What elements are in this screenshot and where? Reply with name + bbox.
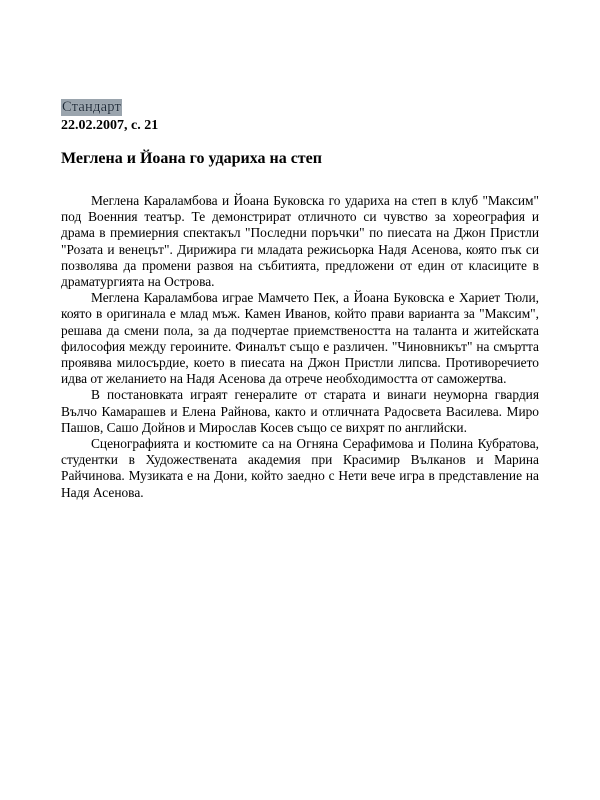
article-paragraph: Меглена Караламбова играе Мамчето Пек, а Йоана Буковска е Хариет Тюли, която в оригинала е млад мъж. Камен Иванов, който прави варианта за "Максим", решава да смени пола, за да подчертае приемствеността на таланта и житейската философия между героините. Финалът също е различен. "Чиновникът" на смъртта проявява милосърдие, което в пиесата на Джон Пристли липсва. Противоречието идва от желанието на Надя Асенова да отрече необходимостта от саможертва. — [61, 290, 539, 387]
article-title: Меглена и Йоана го удариха на степ — [61, 150, 322, 167]
article-paragraph: В постановката играят генералите от старата и винаги неуморна гвардия Вълчо Камарашев и Елена Райнова, както и отличната Радосвета Василева. Миро Пашов, Сашо Дойнов и Мирослав Косев също се вихрят по английски. — [61, 387, 539, 435]
article-paragraph: Меглена Карaламбова и Йоана Буковска го удариха на степ в клуб "Максим" под Военния театър. Те демонстрират отличното си чувство за хореография и драма в премиерния спектакъл "Последни поръчки" по пиесата на Джон Пристли "Розата и венецът". Дирижира ги младата режисьорка Надя Асенова, която пък си позволява да промени развоя на събитията, предложени от един от класиците в драматургията на Острова. — [61, 193, 539, 290]
publication-logo: Стандарт — [62, 99, 121, 115]
publication-date-page: 22.02.2007, с. 21 — [61, 118, 159, 133]
article-paragraph: Сценографията и костюмите са на Огняна Серафимова и Полина Кубратова, студентки в Художествената академия при Красимир Вълканов и Марина Райчинова. Музиката е на Дони, който заедно с Нети вече игра в представление на Надя Асенова. — [61, 436, 539, 500]
article-body — [61, 193, 539, 501]
